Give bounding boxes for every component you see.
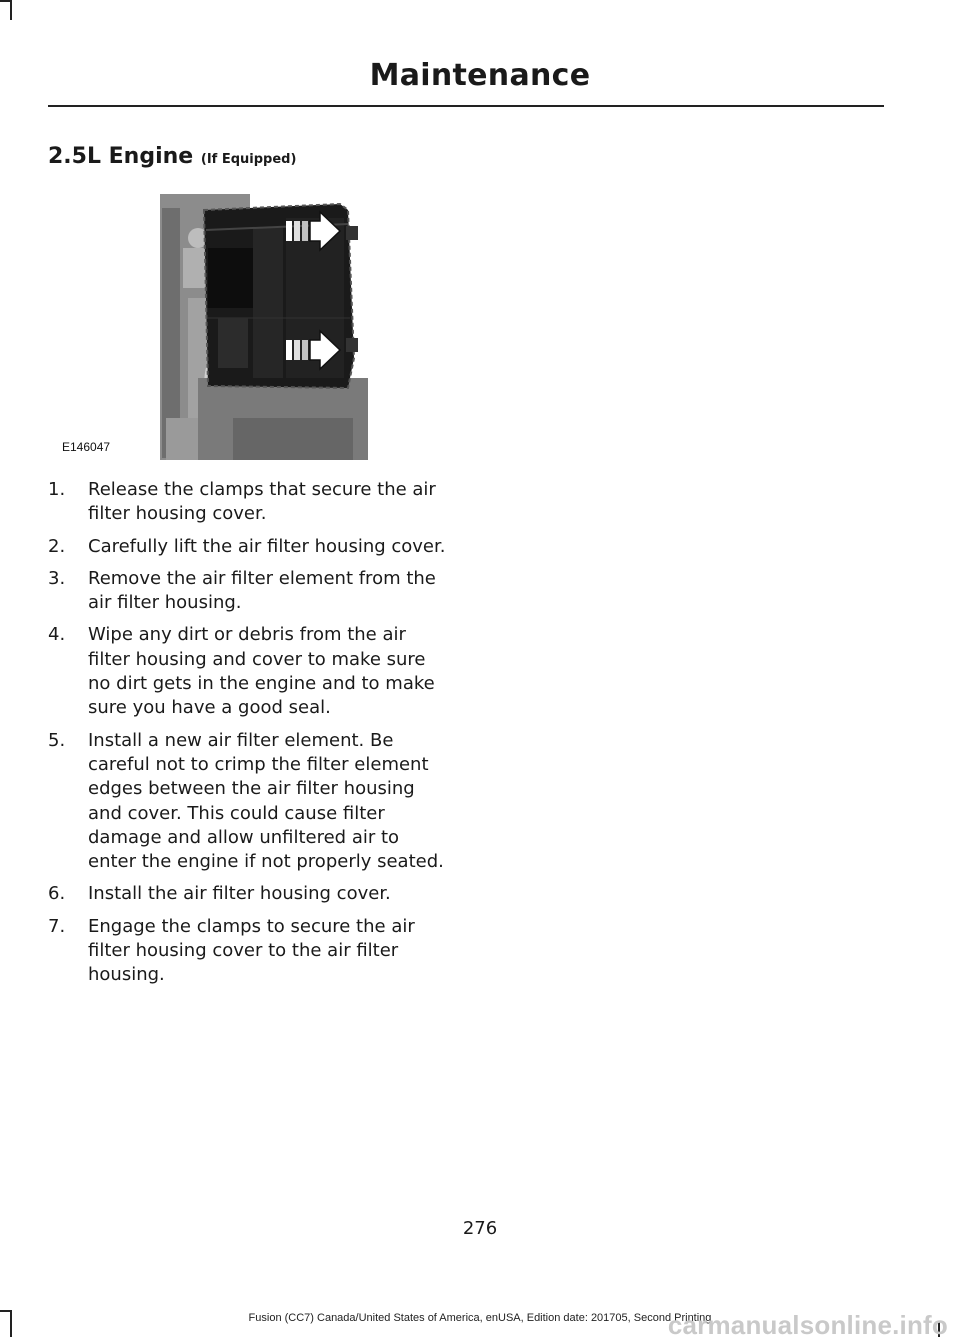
crop-mark bbox=[10, 0, 12, 20]
step-text: Wipe any dirt or debris from the air filter housing and cover to make sure no dirt gets in the engine and to make sure you have a good seal. bbox=[88, 624, 435, 719]
page-title: Maintenance bbox=[369, 58, 591, 93]
list-item bbox=[48, 729, 450, 875]
step-text: Install the air filter housing cover. bbox=[88, 883, 391, 905]
instruction-list bbox=[48, 478, 450, 996]
list-item bbox=[48, 882, 450, 906]
section-heading-text: 2.5L Engine bbox=[48, 144, 194, 169]
step-number: 4. bbox=[48, 624, 66, 646]
list-item bbox=[48, 535, 450, 559]
page-number: 276 bbox=[462, 1218, 498, 1239]
step-text: Release the clamps that secure the air filter housing cover. bbox=[88, 479, 436, 525]
section-heading bbox=[48, 144, 296, 169]
list-item bbox=[48, 478, 450, 527]
step-text: Engage the clamps to secure the air filter housing cover to the air filter housing. bbox=[88, 915, 415, 986]
step-number: 5. bbox=[48, 729, 66, 751]
step-number: 1. bbox=[48, 479, 66, 500]
step-text: Install a new air filter element. Be careful not to crimp the filter element edges between the air filter housing and cover. This could cause filter damage and allow unfiltered air to enter the engine if not properly seated. bbox=[88, 729, 444, 873]
footer-text: Fusion (CC7) Canada/United States of America, enUSA, Edition date: 201705, Second Printing bbox=[248, 1312, 712, 1324]
step-text: Carefully lift the air filter housing cover. bbox=[88, 535, 446, 557]
list-item bbox=[48, 623, 450, 720]
list-item bbox=[48, 567, 450, 616]
step-number: 6. bbox=[48, 883, 66, 905]
step-number: 7. bbox=[48, 915, 66, 937]
crop-mark bbox=[0, 0, 10, 2]
figure-id: E146047 bbox=[62, 440, 111, 454]
section-heading-qualifier: (If Equipped) bbox=[200, 152, 297, 167]
watermark: carmanualsonline.info bbox=[667, 1310, 948, 1340]
step-number: 2. bbox=[48, 535, 66, 557]
list-item bbox=[48, 915, 450, 988]
step-number: 3. bbox=[48, 567, 66, 589]
step-text: Remove the air filter element from the air filter housing. bbox=[88, 567, 436, 614]
air-filter-illustration bbox=[48, 188, 448, 460]
header-divider bbox=[48, 105, 884, 107]
